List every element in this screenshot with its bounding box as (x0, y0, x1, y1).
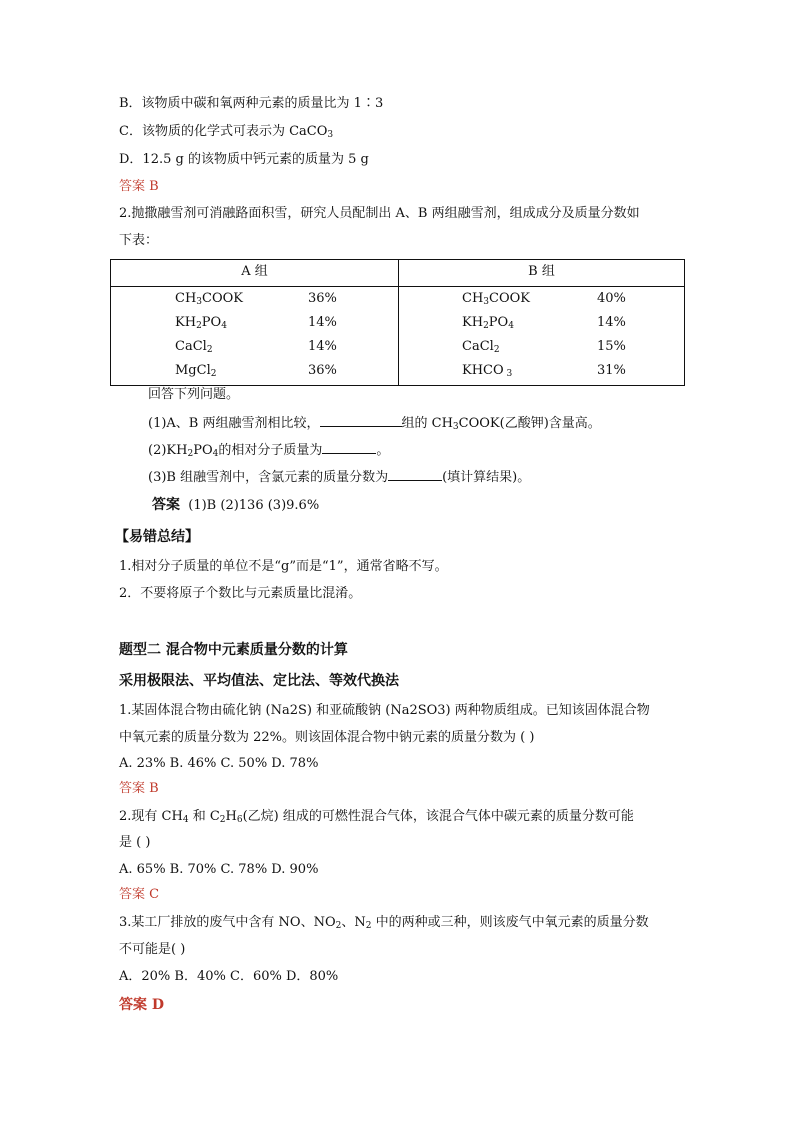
compound-subscript: 3 (503, 369, 513, 379)
compound-name (462, 359, 512, 383)
table-row (111, 311, 398, 335)
p3-sub1: 2 (335, 921, 342, 931)
q2-stem-line1: 2.抛撒融雪剂可消融路面积雪，研究人员配制出 A、B 两组融雪剂，组成成分及质量分数如 (119, 206, 640, 221)
q2-sub1-text-a: (1)A、B 两组融雪剂相比较， (148, 416, 320, 431)
mass-fraction: 31% (597, 363, 626, 378)
p2-text-a: 2.现有 CH (119, 809, 183, 824)
compound-text: CaCl (462, 339, 494, 354)
q2-sub2-sub2: 4 (212, 449, 219, 459)
summary-title: 【易错总结】 (115, 529, 199, 545)
q2-stem-line2: 下表： (119, 233, 159, 248)
table-row (399, 359, 684, 383)
q2-answer (152, 496, 319, 515)
compound-subscript: 2 (196, 321, 202, 331)
p3-line2: 不可能是( ) (119, 942, 186, 957)
group-a-cell (111, 287, 399, 386)
q2-answer-text: (1)B (2)136 (3)9.6% (188, 498, 320, 513)
table-header-a: A 组 (111, 260, 399, 287)
q2-sub1-text-b: 组的 CH (401, 416, 453, 431)
table-row (399, 287, 684, 311)
table-row (111, 359, 398, 383)
table-row (111, 335, 398, 359)
table-row (111, 287, 398, 311)
q2-sub2-text-a: (2)KH (148, 443, 188, 458)
compound-text: PO (488, 315, 509, 330)
q2-sub2-text-c: 的相对分子质量为 (218, 443, 323, 458)
compound-text: MgCl (175, 363, 211, 378)
q2-sub2-text-d: 。 (376, 443, 390, 458)
mass-fraction: 40% (597, 291, 626, 306)
compound-subscript: 2 (206, 345, 213, 355)
p2-sub2: 2 (219, 815, 226, 825)
answer-blank-3[interactable] (388, 467, 442, 481)
q2-sub2-sub1: 2 (187, 449, 194, 459)
q2-sub2 (148, 440, 389, 460)
p2-options: A. 65% B. 70% C. 78% D. 90% (119, 862, 319, 877)
compound-name (462, 311, 514, 335)
p2-text-b: 和 C (188, 809, 220, 824)
p2-sub1: 4 (182, 815, 189, 825)
section2-methods: 采用极限法、平均值法、定比法、等效代换法 (119, 673, 399, 689)
option-c (119, 123, 333, 141)
p3-text-b: 、N (341, 915, 366, 930)
p2-text-c: H (225, 809, 237, 824)
compound-text: COOK (489, 291, 531, 306)
q2-prompt: 回答下列问题。 (148, 387, 240, 402)
group-b-cell (399, 287, 685, 386)
compound-text: PO (201, 315, 222, 330)
q2-sub2-text-b: PO (193, 443, 213, 458)
compound-subscript: 4 (221, 321, 227, 331)
compound-subscript: 2 (483, 321, 489, 331)
compound-subscript: 4 (508, 321, 514, 331)
q2-sub3 (148, 467, 530, 487)
section2-title: 题型二 混合物中元素质量分数的计算 (119, 642, 348, 658)
compound-text: KHCO (462, 363, 504, 378)
p3-line1 (119, 914, 649, 932)
p3-options: A．20% B．40% C．60% D．80% (119, 969, 339, 984)
compound-subscript: 2 (493, 345, 500, 355)
summary-item-2: 2．不要将原子个数比与元素质量比混淆。 (119, 586, 362, 601)
compound-text: COOK (202, 291, 244, 306)
compound-name (175, 287, 243, 311)
compound-name (175, 335, 213, 359)
compound-name (175, 311, 227, 335)
p1-line1: 1.某固体混合物由硫化钠 (Na2S) 和亚硫酸钠 (Na2SO3) 两种物质组成。已知该固体混合物 (119, 703, 650, 718)
compound-subscript: 2 (210, 369, 217, 379)
compound-subscript: 3 (196, 297, 203, 307)
q2-sub3-text-b: (填计算结果)。 (442, 470, 531, 485)
mass-fraction: 36% (308, 363, 337, 378)
p2-text-d: (乙烷) 组成的可燃性混合气体，该混合气体中碳元素的质量分数可能 (242, 809, 634, 824)
p3-text-c: 中的两种或三种，则该废气中氧元素的质量分数 (371, 915, 649, 930)
compound-text: KH (462, 315, 484, 330)
q2-sub1 (148, 413, 601, 433)
p2-line2: 是 ( ) (119, 835, 151, 850)
mass-fraction: 14% (597, 315, 626, 330)
p2-sub3: 6 (236, 815, 243, 825)
p2-answer: 答案 C (119, 887, 160, 902)
q1-answer: 答案 B (119, 179, 159, 194)
compound-text: KH (175, 315, 197, 330)
mass-fraction: 14% (308, 339, 337, 354)
compound-text: CH (462, 291, 484, 306)
table-header-b: B 组 (399, 260, 685, 287)
compound-name (462, 287, 530, 311)
p3-answer: 答案 D (119, 997, 165, 1013)
option-b: B．该物质中碳和氧两种元素的质量比为 1∶3 (119, 96, 384, 111)
table-row (399, 335, 684, 359)
p2-line1 (119, 808, 634, 826)
compound-name (175, 359, 216, 383)
answer-blank-1[interactable] (320, 413, 402, 427)
compound-subscript: 3 (483, 297, 490, 307)
mass-fraction: 14% (308, 315, 337, 330)
compound-text: CaCl (175, 339, 207, 354)
q2-sub3-text-a: (3)B 组融雪剂中，含氯元素的质量分数为 (148, 470, 389, 485)
p1-options: A. 23% B. 46% C. 50% D. 78% (119, 756, 319, 771)
option-d: D．12.5 g 的该物质中钙元素的质量为 5 g (119, 152, 369, 167)
mass-fraction: 36% (308, 291, 337, 306)
compound-text: CH (175, 291, 197, 306)
composition-table (110, 259, 685, 386)
q2-sub1-sub: 3 (452, 422, 459, 432)
q2-sub1-text-c: COOK(乙酸钾)含量高。 (458, 416, 601, 431)
p1-line2: 中氧元素的质量分数为 22%。则该固体混合物中钠元素的质量分数为 ( ) (119, 730, 535, 745)
summary-item-1: 1.相对分子质量的单位不是“g”而是“1”，通常省略不写。 (119, 559, 448, 574)
p1-answer: 答案 B (119, 781, 159, 796)
compound-name (462, 335, 500, 359)
option-c-text: C．该物质的化学式可表示为 CaCO (119, 124, 328, 139)
table-row (399, 311, 684, 335)
answer-blank-2[interactable] (322, 440, 376, 454)
q2-answer-label: 答案 (152, 497, 180, 513)
p3-sub2: 2 (365, 921, 372, 931)
mass-fraction: 15% (597, 339, 626, 354)
option-c-sub: 3 (327, 130, 334, 140)
p3-text-a: 3.某工厂排放的废气中含有 NO、NO (119, 915, 336, 930)
